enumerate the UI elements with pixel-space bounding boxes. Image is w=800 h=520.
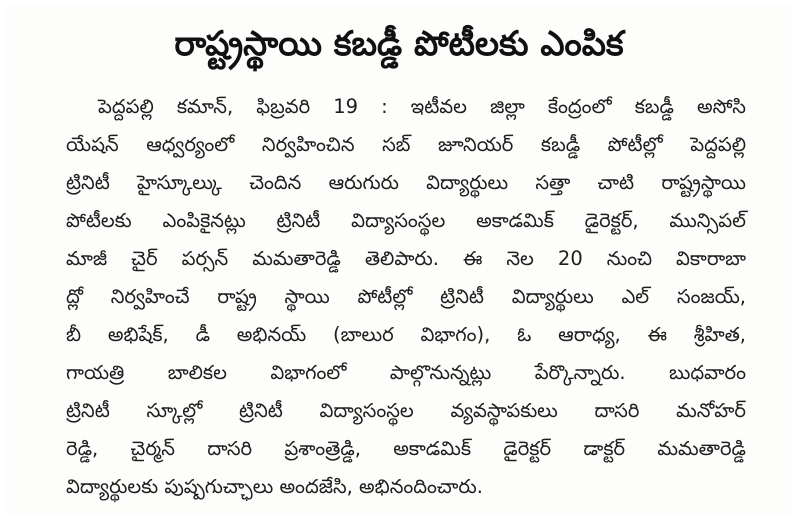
article-line: ట్రినిటీ హైస్కూల్కు చెందిన ఆరుగురు విద్యార్థులు సత్తా చాటి రాష్ట్రస్థాయి [66,171,746,194]
article-line: పోటీలకు ఎంపికైనట్లు ట్రినిటీ విద్యాసంస్థల అకాడమిక్ డైరెక్టర్, మున్సిపల్ [66,209,746,232]
article-line: ద్లో నిర్వహించే రాష్ట్ర స్థాయి పోటీల్లో ట్రినిటీ విద్యార్థులు ఎల్ సంజయ్, [66,285,746,308]
article-line: రెడ్డి, చైర్మన్ దాసరి ప్రశాంత్రెడ్డి, అకాడమిక్ డైరెక్టర్ డాక్టర్ మమతారెడ్డి [66,437,746,460]
next-article-cutoff [86,508,606,516]
newspaper-clipping [6,4,792,516]
article-line: బీ అభిషేక్, డీ అభినయ్ (బాలుర విభాగం), ఓ ఆరాధ్య, ఈ శ్రీహిత, [66,323,746,346]
article-line: మాజీ చైర్ పర్సన్ మమతారెడ్డి తెలిపారు. ఈ నెల 20 నుంచి వికారాబా [66,247,746,270]
article-line: విద్యార్థులకు పుష్పగుచ్ఛాలు అందజేసి, అభినందించారు. [66,475,483,498]
article-headline: రాష్ట్రస్థాయి కబడ్డీ పోటీలకు ఎంపిక [174,24,624,64]
article-line: పెద్దపల్లి కమాన్, ఫిబ్రవరి 19 : ఇటీవల జిల్లా కేంద్రంలో కబడ్డీ అసోసి [98,95,746,118]
article-line: ట్రినిటీ స్కూల్లో ట్రినిటీ విద్యాసంస్థల వ్యవస్థాపకులు దాసరి మనోహర్ [66,399,746,422]
article-line: గాయత్రి బాలికల విభాగంలో పాల్గొనున్నట్లు పేర్కొన్నారు. బుధవారం [66,361,746,384]
article-body [66,88,746,506]
article-line: యేషన్ ఆధ్వర్యంలో నిర్వహించిన సబ్ జూనియర్ కబడ్డీ పోటీల్లో పెద్దపల్లి [66,133,746,156]
